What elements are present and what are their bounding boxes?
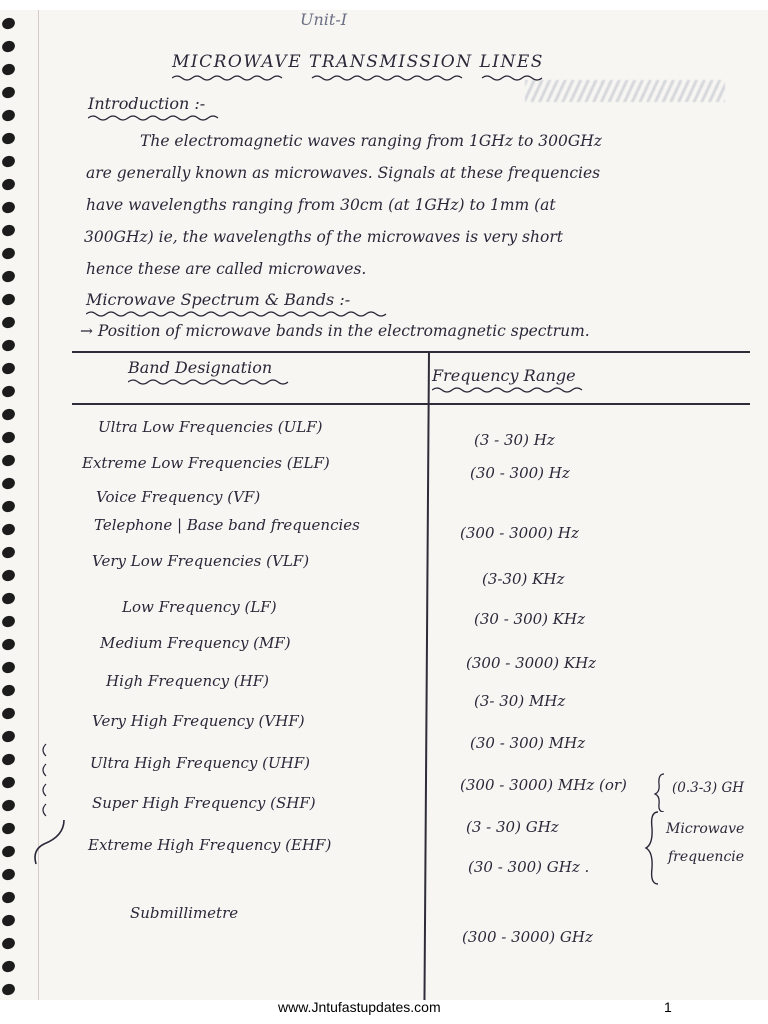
introduction-underline <box>88 114 228 122</box>
table-top-rule <box>72 351 750 353</box>
spectrum-heading: Microwave Spectrum & Bands :- <box>86 290 351 309</box>
band-uhf: Ultra High Frequency (UHF) <box>90 754 310 772</box>
spiral-hole <box>1 706 17 721</box>
footer-url: www.Jntufastupdates.com <box>278 999 441 1015</box>
band-lf: Low Frequency (LF) <box>122 598 277 616</box>
spectrum-note: → Position of microwave bands in the electromagnetic spectrum. <box>80 322 590 340</box>
page-title: MICROWAVE TRANSMISSION LINES <box>172 52 544 72</box>
band-ehf: Extreme High Frequency (EHF) <box>88 836 332 854</box>
range-ulf: (3 - 30) Hz <box>474 431 555 449</box>
spiral-hole <box>1 729 17 744</box>
spiral-hole <box>1 821 17 836</box>
uhf-bracket <box>654 772 668 812</box>
spiral-hole <box>1 384 17 399</box>
spiral-hole <box>1 200 17 215</box>
range-mf: (300 - 3000) KHz <box>466 654 597 672</box>
range-submillimetre: (300 - 3000) GHz <box>462 928 593 946</box>
band-vlf: Very Low Frequencies (VLF) <box>92 552 310 570</box>
band-submillimetre: Submillimetre <box>130 904 239 922</box>
spiral-hole <box>1 292 17 307</box>
band-telephone: Telephone | Base band frequencies <box>94 516 360 534</box>
spiral-hole <box>1 16 17 31</box>
range-uhf-alt: (0.3-3) GH <box>672 780 745 796</box>
band-header-underline <box>128 378 294 386</box>
spectrum-underline <box>86 310 406 318</box>
intro-line-5: hence these are called microwaves. <box>86 260 367 278</box>
spiral-hole <box>1 752 17 767</box>
spiral-hole <box>1 39 17 54</box>
spiral-binding <box>0 10 22 1000</box>
range-lf: (30 - 300) KHz <box>474 610 585 628</box>
table-column-divider <box>423 351 429 1000</box>
spiral-hole <box>1 476 17 491</box>
spiral-hole <box>1 85 17 100</box>
title-underline <box>172 74 544 82</box>
spiral-hole <box>1 844 17 859</box>
table-header-rule <box>72 403 750 405</box>
spiral-hole <box>1 660 17 675</box>
spiral-hole <box>1 338 17 353</box>
range-elf: (30 - 300) Hz <box>470 464 570 482</box>
spiral-hole <box>1 798 17 813</box>
introduction-heading: Introduction :- <box>88 94 206 113</box>
band-hf: High Frequency (HF) <box>106 672 270 690</box>
spiral-hole <box>1 315 17 330</box>
band-designation-header: Band Designation <box>128 358 273 377</box>
spiral-hole <box>1 890 17 905</box>
spiral-hole <box>1 453 17 468</box>
band-shf: Super High Frequency (SHF) <box>92 794 316 812</box>
spiral-hole <box>1 637 17 652</box>
range-shf: (3 - 30) GHz <box>466 818 559 836</box>
spiral-hole <box>1 62 17 77</box>
range-hf: (3- 30) MHz <box>474 692 566 710</box>
spiral-hole <box>1 154 17 169</box>
spiral-hole <box>1 591 17 606</box>
frequency-range-header: Frequency Range <box>432 366 576 385</box>
spiral-hole <box>1 545 17 560</box>
spiral-hole <box>1 108 17 123</box>
margin-doodle <box>30 740 70 870</box>
spiral-hole <box>1 131 17 146</box>
spiral-hole <box>1 683 17 698</box>
band-ulf: Ultra Low Frequencies (ULF) <box>98 418 323 436</box>
band-elf: Extreme Low Frequencies (ELF) <box>82 454 330 472</box>
page-number: 1 <box>664 999 672 1015</box>
range-ehf: (30 - 300) GHz . <box>468 858 590 876</box>
band-vf: Voice Frequency (VF) <box>96 488 261 506</box>
range-vhf: (30 - 300) MHz <box>470 734 586 752</box>
spiral-hole <box>1 867 17 882</box>
spiral-hole <box>1 775 17 790</box>
spiral-hole <box>1 936 17 951</box>
spiral-hole <box>1 246 17 261</box>
spiral-hole <box>1 959 17 974</box>
spiral-hole <box>1 522 17 537</box>
range-telephone: (300 - 3000) Hz <box>460 524 579 542</box>
spiral-hole <box>1 982 17 997</box>
spiral-hole <box>1 177 17 192</box>
spiral-hole <box>1 499 17 514</box>
microwave-label-line-1: Microwave <box>666 821 745 837</box>
spiral-hole <box>1 430 17 445</box>
ink-smudge <box>525 80 725 102</box>
spiral-hole <box>1 913 17 928</box>
spiral-hole <box>1 223 17 238</box>
intro-line-2: are generally known as microwaves. Signals at these frequencies <box>86 164 601 182</box>
band-vhf: Very High Frequency (VHF) <box>92 712 305 730</box>
spiral-hole <box>1 568 17 583</box>
spiral-hole <box>1 361 17 376</box>
frequency-header-underline <box>432 386 592 394</box>
microwave-label-line-2: frequencie <box>668 849 745 865</box>
intro-line-1: The electromagnetic waves ranging from 1GHz to 300GHz <box>140 132 602 150</box>
notebook-page <box>0 10 768 1000</box>
intro-line-4: 300GHz) ie, the wavelengths of the microwaves is very short <box>84 228 563 246</box>
microwave-bracket <box>644 810 664 886</box>
spiral-hole <box>1 614 17 629</box>
spiral-hole <box>1 269 17 284</box>
band-mf: Medium Frequency (MF) <box>100 634 291 652</box>
intro-line-3: have wavelengths ranging from 30cm (at 1GHz) to 1mm (at <box>86 196 556 214</box>
range-vlf: (3-30) KHz <box>482 570 565 588</box>
spiral-hole <box>1 407 17 422</box>
unit-scribble: Unit-I <box>300 10 348 29</box>
range-uhf: (300 - 3000) MHz (or) <box>460 776 627 794</box>
